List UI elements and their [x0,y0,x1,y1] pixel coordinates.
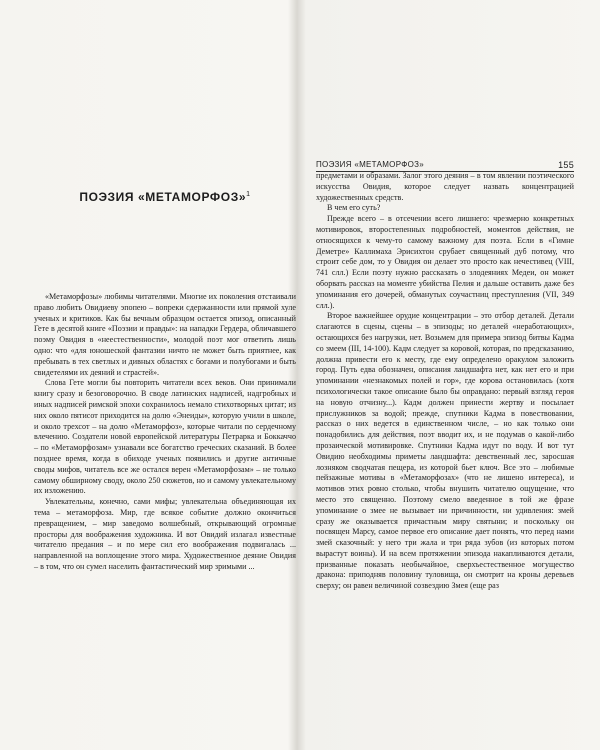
footnote-mark: 1 [246,191,251,198]
right-page [302,0,600,750]
page-number: 155 [558,160,574,170]
paragraph: Прежде всего – в отсечении всего лишнего: чрезмерно конкретных мотивировок, второстепенных подробностей, моментов действия, не относящихся к чему-то самому важному для поэта. Если в «Гимне Деметре» Каллимаха Эрисихтон срубает священный дуб потому, что строит себе дом, то у Овидия он делает это просто как нечестивец (VIII, 741 слл.) Если поэту нужно рассказать о злодеяниях Медеи, он может оборвать рассказ на моменте убийства Пелия и дальше оставить даже без упоминания его дочерей, обманутых соучастниц преступления (VII, 349 слл.). [316,214,574,310]
paragraph: Слова Гете могли бы повторить читатели всех веков. Они принимали книгу сразу и безоговорочно. В своде латинских надписей, надгробных и иных надписей римской эпохи сохранилось немало стихотворных цитат; из них около пятисот приходится на долю «Энеиды», которую учили в школе, и около трехсот – на долю «Метаморфоз», которые читали по сердечному влечению. Создатели новой европейской литературы Петрарка и Боккаччо – по «Метаморфозам» узнавали все богатство греческих сказаний. В более позднее время, когда в обиходе ученых появились и другие античные своды мифов, читатель все же остался верен «Метаморфозам» – не только самому обширному своду, около 250 сюжетов, но и самому увлекательному их изложению. [34,378,296,496]
paragraph: В чем его суть? [327,203,381,213]
right-page-body [316,171,574,592]
running-head-title: ПОЭЗИЯ «МЕТАМОРФОЗ» [316,160,425,169]
left-page-body [34,292,296,573]
paragraph: предметами и образами. Залог этого деяния – в том явлении поэтического искусства Овидия, которое следует назвать концентрацией художественных средств. [316,171,574,202]
paragraph: «Метаморфозы» любимы читателями. Многие их поколения отстаивали право любить Овидиеву эпопею – вопреки сдержанности или прямой хуле ученых и критиков. Как бы вечным образцом остается эпизод, описанный Гете в десятой книге «Поэзии и правды»: на нападки Гердера, обличавшего поэму Овидия в «неестественности», молодой поэт мог ответить лишь одно: что «для юношеской фантазии ничто не может быть приятнее, как пребывать в тех светлых и дивных областях с богами и полубогами и быть свидетелями их деяний и страстей». [34,292,296,377]
chapter-title-text: ПОЭЗИЯ «МЕТАМОРФОЗ» [79,190,247,204]
paragraph: Второе важнейшее орудие концентрации – это отбор деталей. Детали слагаются в сцены, сцены – в эпизоды; но деталей «неработающих», остающихся без нагрузки, нет. Возьмем для примера эпизод битвы Кадма со змеем (III, 14-100). Кадм следует за коровой, которая, по предсказанию, должна привести его к месту, где ему определено оракулом заложить город. Путь едва обозначен, описания ландшафта нет, как нет его и при упоминании «незнакомых полей и гор», где корова остановилась (хотя психологически такое описание было бы оправдано: первый взгляд героя на новую отчизну...). Кадм должен принести жертву и посылает прислужников за водой; прежде, спутники Кадма в повествовании, рассказ о них ведется в единственном числе, – но как только они понадобились для действия, поэт вводит их, и не подумав о какой-либо прозаической мотивировке. Спутники Кадма идут по воду. И вот тут Овидию необходимы приметы ландшафта: девственный лес, заросшая лозняком сводчатая пещера, из которой бьет ключ. Все это – любимые пейзажные мотивы в «Метаморфозах» (что не лишено интереса), и мотивов этих ровно столько, чтобы внушить читателю ощущение, что место это священно. Поэтому смело введенное в той же фразе упоминание о змее не вызывает ни причинности, ни удивления: змей сразу же оказывается причастным миру святыни; и поскольку он посвящен Марсу, самое первое его описание дает понять, что перед нами змей сказочный: у него три жала и три ряда зубов (из которых потом вырастут воины). И на всем протяжении эпизода накапливаются детали, призванные показать необычайное, сверхъестественное могущество дракона: приподняв половину туловища, он смотрит на кроны деревьев сверху; он равен величиной созвездию Змея (еще раз [316,311,574,591]
chapter-title [34,190,296,204]
paragraph: Увлекательны, конечно, сами мифы; увлекательна объединяющая их тема – метаморфоза. Мир, где всякое событие должно окончиться превращением, – мир заведомо волшебный, открывающий огромные просторы для воображения художника. И вот Овидий излагал известные читателю предания – и по мере сил его воображения подвигалась ... направленной на воплощение этого мира. Художественное деяние Овидия – в том, что он сумел населить фантастический мир зримыми ... [34,497,296,571]
